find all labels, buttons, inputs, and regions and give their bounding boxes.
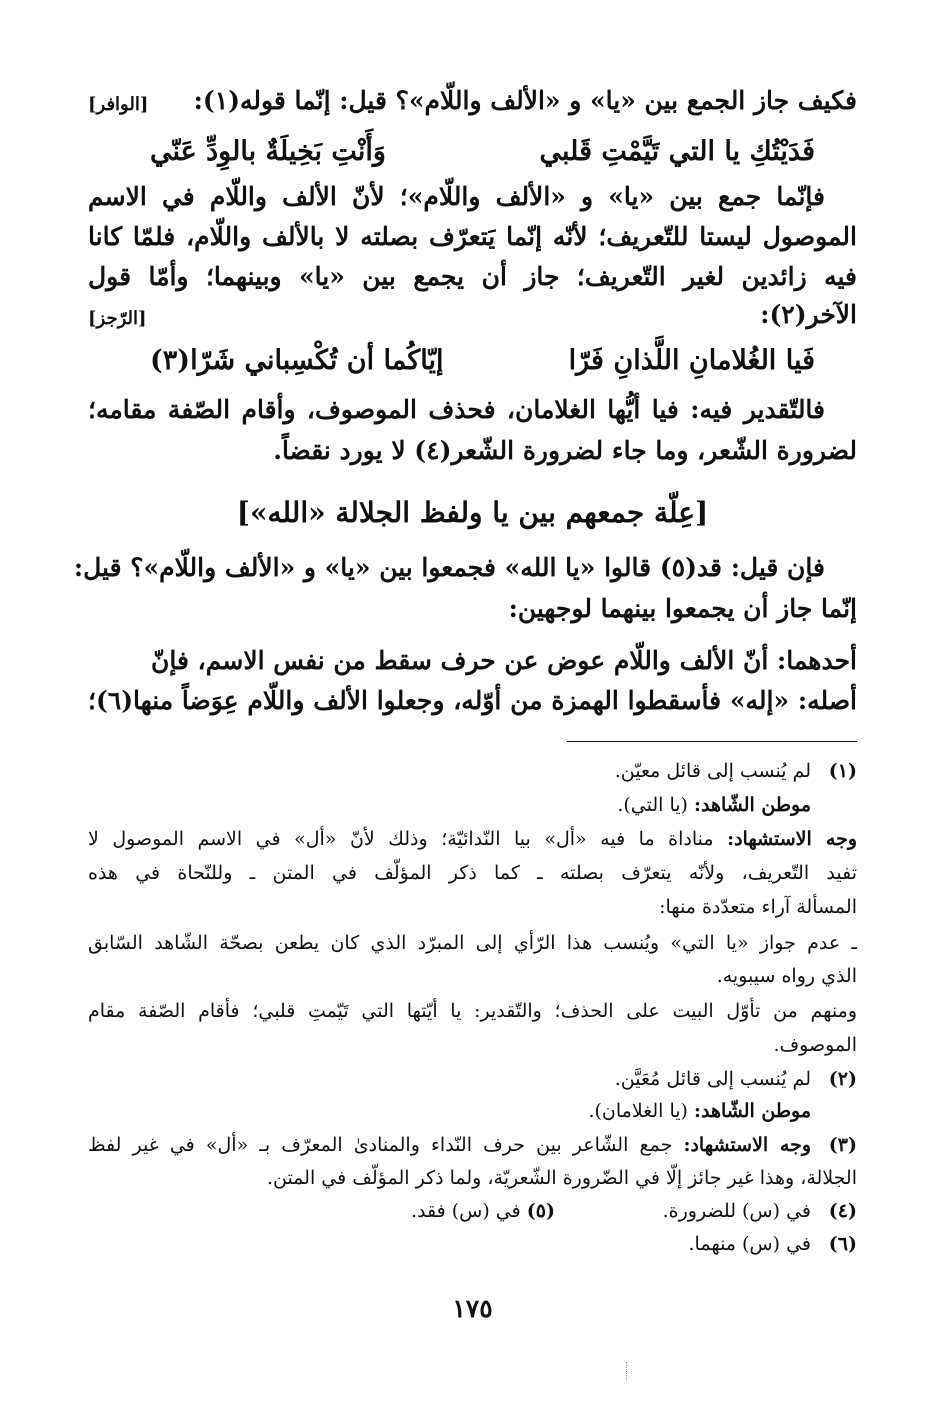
footnote-2-line-a: لم يُنسب إلى قائل مُعَيَّن. (614, 1068, 811, 1090)
paragraph-1-line-1: فإنّما جمع بين «يا» و «الألف واللّام»؛ لأنّ الألف واللّام في الاسم (88, 182, 825, 211)
footnote-1-line-e: المسألة آراء متعدّدة منها: (659, 896, 857, 918)
footnote-4-text: في (س) للضرورة. (662, 1200, 811, 1222)
footnote-1-line-b (88, 794, 811, 816)
meter-label-rajaz: [الرّجز] (88, 308, 147, 329)
verse-2-first-hemistich: فَيا الغُلامانِ اللَّذانِ فَرّا (568, 345, 815, 376)
footnote-1-line-d: تفيد التّعريف، ولأنّه يتعرّف بصلته ـ كما ذكر المؤلّف في المتن ـ وللنّحاة في هذه (88, 862, 857, 884)
footnote-1-number: (١) (828, 760, 857, 782)
page-number: ١٧٥ (452, 1294, 493, 1323)
footnote-1-citation-text: مناداة ما فيه «أل» بيا النّدائيّة؛ وذلك لأنّ «أل» في الاسم الموصول لا (88, 828, 728, 850)
paragraph-3-line-1: فإن قيل: قد(٥) قالوا «يا الله» فجمعوا بين «يا» و «الألف واللّام»؟ قيل: (73, 553, 825, 582)
verse-2 (150, 345, 815, 376)
paragraph-4-line-1 (88, 646, 857, 675)
verse-1 (150, 136, 815, 167)
footnote-5-text: في (س) فقد. (411, 1200, 521, 1222)
section-heading: [عِلّة جمعهم بين يا ولفظ الجلالة «الله»] (236, 496, 709, 529)
footnote-3 (88, 1134, 857, 1160)
footnote-6 (88, 1233, 857, 1259)
first-reason-text: أنّ الألف واللّام عوض عن حرف سقط من نفس الاسم، فإنّ (151, 646, 777, 675)
footnote-2-line-b (88, 1100, 811, 1122)
footnote-2-witness-text: (يا الغلامان). (588, 1100, 694, 1122)
footnote-1-line-i: الموصوف. (773, 1034, 857, 1056)
footnote-3-citation-label: وجه الاستشهاد: (683, 1134, 811, 1156)
verse-1-second-hemistich: وَأَنْتِ بَخِيلَةٌ بالوِدِّ عَنّي (150, 136, 386, 167)
paragraph-3-line-2: إنّما جاز أن يجمعوا بينهما لوجهين: (508, 594, 857, 623)
paragraph-1-line-2: الموصول ليستا للتّعريف؛ لأنّه إنّما يَتعرّف بصلته لا بالألف واللّام، فلمّا كانا (88, 222, 857, 251)
footnote-1-witness-text: (يا التي). (617, 794, 694, 816)
footnote-separator (567, 741, 857, 742)
body-line-1: فكيف جاز الجمع بين «يا» و «الألف واللّام»؟ قيل: إنّما قوله(١): (193, 86, 857, 115)
footnote-3-number: (٣) (828, 1134, 857, 1156)
footnote-1-line-g: الذي رواه سيبويه. (716, 965, 857, 987)
footnote-6-number: (٦) (828, 1233, 857, 1255)
footnote-1-line-f: ـ عدم جواز «يا التي» ويُنسب هذا الرّأي إلى المبرّد الذي كان يطعن بصحّة الشّاهد السّابق (88, 932, 857, 954)
footnote-2 (88, 1068, 857, 1094)
footnote-1-witness-label: موطن الشّاهد: (693, 794, 811, 816)
footnote-1-line-c (88, 828, 857, 850)
footnote-3-line-b: الجلالة، وهذا غير جائز إلّا في الضّرورة الشّعريّة، ولما ذكر المؤلّف في المتن. (266, 1167, 857, 1189)
paragraph-1-line-3: فيه زائدين لغير التّعريف؛ جاز أن يجمع بين «يا» وبينهما؛ وأمّا قول (88, 262, 857, 291)
footnote-5 (411, 1200, 555, 1222)
footnote-1-line-a: لم يُنسب إلى قائل معيّن. (614, 760, 811, 782)
paragraph-2-line-1: فالتّقدير فيه: فيا أيُّها الغلامان، فحذف الموصوف، وأقام الصّفة مقامه؛ (88, 395, 825, 424)
meter-label-wafir: [الوافر] (88, 94, 149, 115)
footnote-1 (88, 760, 857, 786)
paragraph-2-line-2: لضرورة الشّعر، وما جاء لضرورة الشّعر(٤) لا يورد نقضاً. (273, 436, 857, 465)
verse-1-first-hemistich: فَدَيْتُكِ يا التي تَيَّمْتِ قَلبي (539, 136, 815, 167)
scan-mark (626, 1362, 629, 1380)
footnote-1-line-h: ومنهم من تأوّل البيت على الحذف؛ والتّقدير: يا أيّتها التي تَيّمتِ قلبي؛ فأقام الصّفة مقام (88, 1000, 857, 1022)
footnote-6-text: في (س) منهما. (688, 1233, 811, 1255)
footnote-3-citation-text: جمع الشّاعر بين حرف النّداء والمنادىٰ المعرّف بـ «أل» في غير لفظ (88, 1134, 684, 1156)
footnote-2-number: (٢) (828, 1068, 857, 1090)
footnote-4-number: (٤) (828, 1200, 857, 1222)
verse-2-second-hemistich: إيّاكُما أن تُكْسِباني شَرّا(٣) (150, 345, 444, 376)
footnote-2-witness-label: موطن الشّاهد: (693, 1100, 811, 1122)
footnote-3-line-a (88, 1134, 811, 1156)
first-reason-label: أحدهما: (776, 646, 857, 675)
paragraph-1-line-4: الآخر(٢): (760, 300, 857, 329)
footnote-5-number: (٥) (526, 1200, 555, 1222)
paragraph-4-line-2: أصله: «إله» فأسقطوا الهمزة من أوّله، وجعلوا الألف واللّام عِوَضاً منها(٦)؛ (88, 686, 857, 715)
footnote-1-citation-label: وجه الاستشهاد: (727, 828, 857, 850)
